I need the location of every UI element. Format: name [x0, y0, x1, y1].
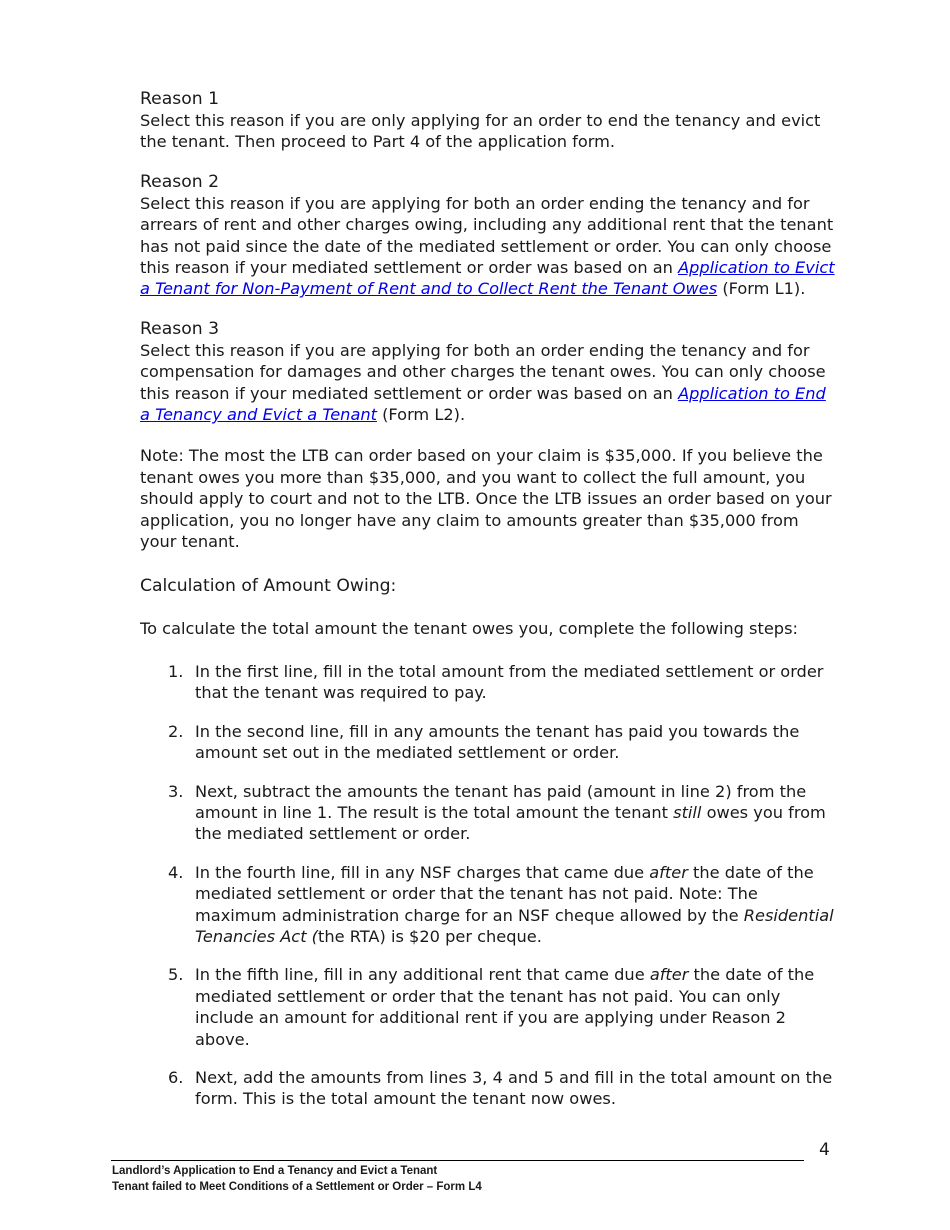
step-3: [140, 781, 840, 845]
step-5: [140, 964, 840, 1050]
step-text: Next, add the amounts from lines 3, 4 and 5 and fill in the total amount on the form. This is the total amount the tenant now owes.: [195, 1068, 833, 1109]
reason-1-section: [140, 88, 840, 153]
form-l1-link[interactable]: Application to Evict a Tenant for Non-Payment of Rent and to Collect Rent the Tenant Owes: [140, 258, 835, 299]
step-text: the RTA) is $20 per cheque.: [318, 926, 542, 946]
step-number: 5.: [168, 965, 184, 985]
step-text: the date of the mediated settlement or order that the tenant has not paid. You can only include an amount for additional rent if you are applying under Reason 2 above.: [195, 965, 815, 1049]
reason-3-text-before: Select this reason if you are applying for both an order ending the tenancy and for compensation for damages and other charges the tenant owes. You can only choose this reason if your mediated settlement or order was based on an: [140, 340, 826, 403]
step-2: [140, 721, 840, 764]
step-number: 3.: [168, 781, 184, 801]
reason-1-text: Select this reason if you are only applying for an order to end the tenancy and evict the tenant. Then proceed to Part 4 of the application form.: [140, 111, 821, 152]
step-emphasis: still: [673, 802, 702, 822]
calculation-intro: To calculate the total amount the tenant owes you, complete the following steps:: [140, 618, 798, 638]
step-emphasis: after: [649, 862, 688, 882]
reason-3-text: [140, 340, 840, 426]
statute-title: Residential Tenancies Act (: [195, 905, 834, 946]
reason-3-text-after: (Form L2).: [376, 405, 466, 425]
page-footer: [112, 1163, 482, 1195]
step-emphasis: after: [649, 965, 689, 985]
step-text: In the fourth line, fill in any NSF charges that came due: [195, 862, 650, 882]
page-number: 4: [819, 1140, 830, 1160]
step-text: In the second line, fill in any amounts the tenant has paid you towards the amount set out in the mediated settlement or order.: [195, 721, 800, 763]
reason-3-section: [140, 318, 840, 426]
step-text: Next, subtract the amounts the tenant has paid (amount in line 2) from the amount in line 1. The result is the total amount the tenant: [195, 781, 807, 822]
step-text: In the fifth line, fill in any additional rent that came due: [195, 965, 650, 985]
step-text: the date of the mediated settlement or order that the tenant has not paid. Note: The maximum administration charge for an NSF cheque allowed by the: [195, 862, 814, 925]
claim-limit-note: Note: The most the LTB can order based on your claim is $35,000. If you believe the tenant owes you more than $35,000, and you want to collect the full amount, you should apply to court and not to the LTB. Once the LTB issues an order based on your application, you no longer have any claim to amounts greater than $35,000 from your tenant.: [140, 446, 832, 552]
footer-line-2: Tenant failed to Meet Conditions of a Settlement or Order – Form L4: [112, 1181, 482, 1193]
reason-1-heading: Reason 1: [140, 89, 220, 109]
reason-2-heading: Reason 2: [140, 171, 220, 192]
reason-2-section: [140, 171, 840, 300]
step-number: 6.: [168, 1068, 184, 1087]
reason-2-text-before: Select this reason if you are applying for both an order ending the tenancy and for arrears of rent and other charges owing, including any additional rent that the tenant has not paid since the date of the mediated settlement or order. You can only choose this reason if your mediated settlement or order was based on an: [140, 193, 834, 278]
step-number: 1.: [168, 661, 184, 681]
step-6: [140, 1067, 840, 1110]
step-number: 2.: [168, 721, 184, 741]
reason-2-text-after: (Form L1).: [717, 279, 806, 299]
reason-2-text: [140, 193, 840, 300]
step-text: owes you from the mediated settlement or order.: [195, 802, 826, 844]
form-l2-link[interactable]: Application to End a Tenancy and Evict a Tenant: [140, 383, 826, 425]
calculation-steps-list: [140, 661, 840, 1110]
step-text: In the first line, fill in the total amount from the mediated settlement or order that the tenant was required to pay.: [195, 661, 824, 703]
footer-divider: [111, 1160, 804, 1161]
step-4: [140, 862, 840, 948]
step-number: 4.: [168, 862, 184, 882]
calculation-heading: Calculation of Amount Owing:: [140, 575, 397, 596]
step-1: [140, 661, 840, 704]
page-content: [140, 88, 840, 1127]
reason-3-heading: Reason 3: [140, 318, 220, 339]
footer-line-1: Landlord’s Application to End a Tenancy and Evict a Tenant: [112, 1165, 438, 1177]
